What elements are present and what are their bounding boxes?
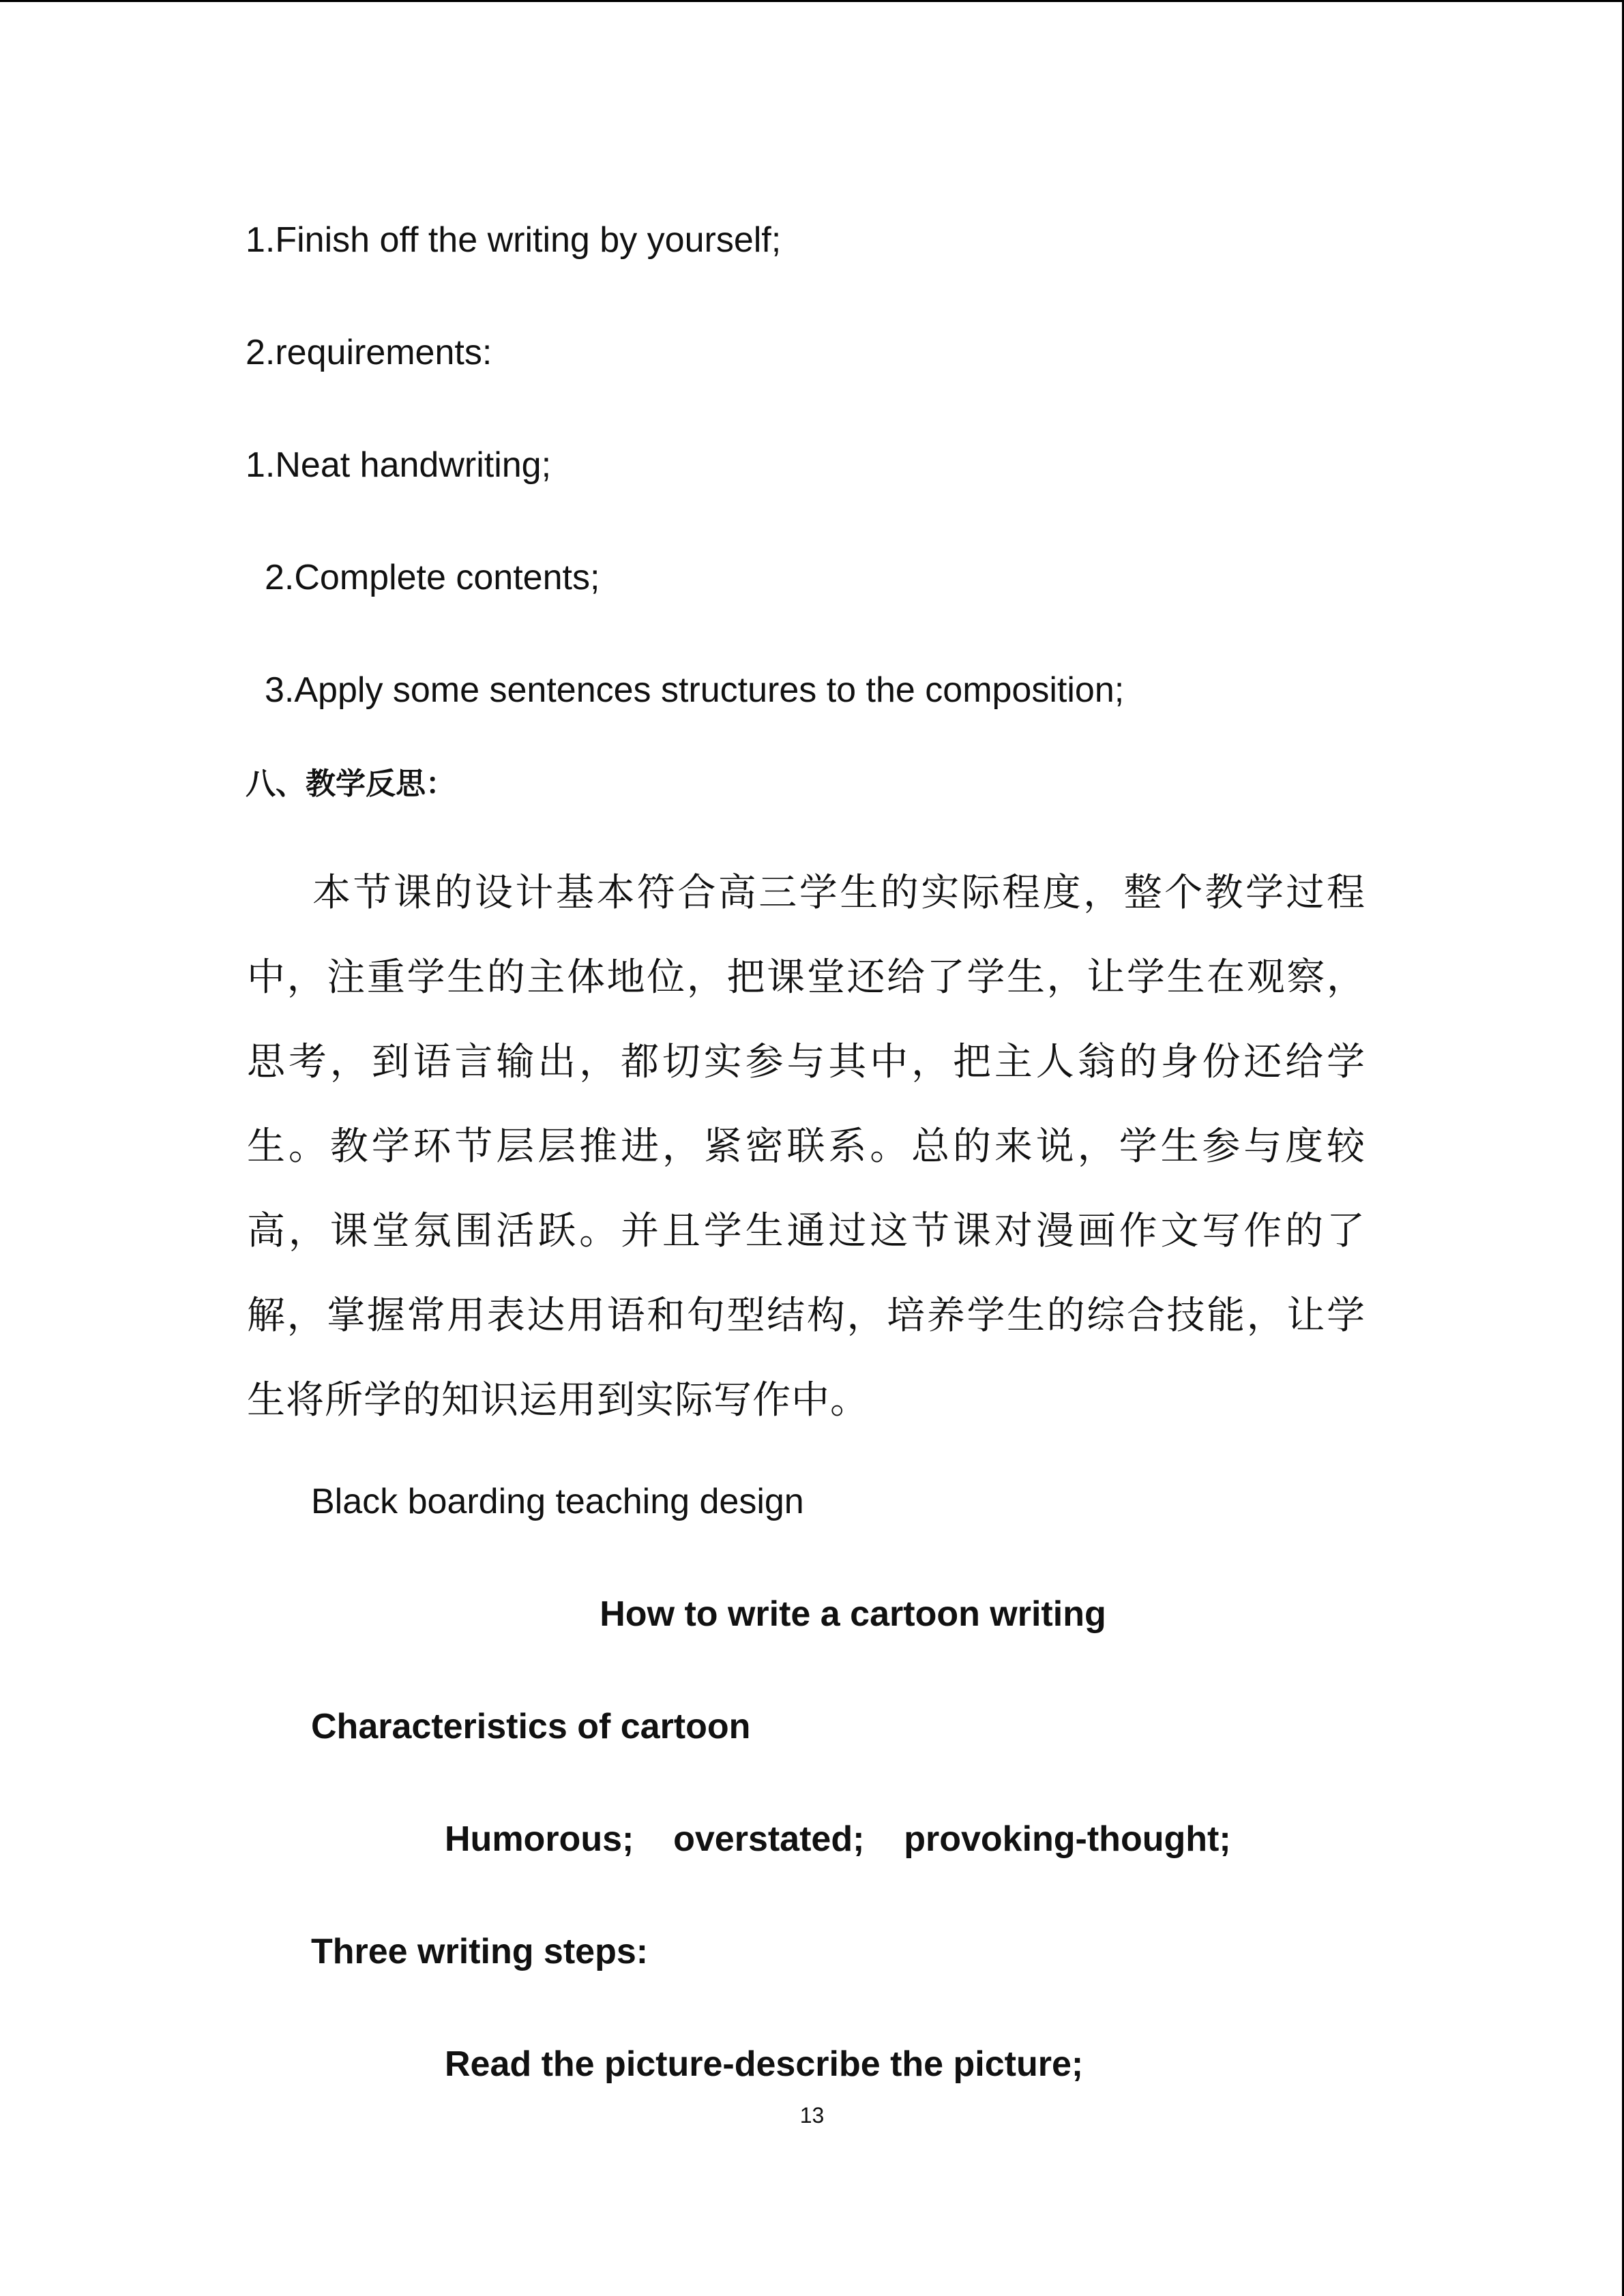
homework-line-finish: 1.Finish off the writing by yourself; [246,220,782,260]
page-top-border [0,0,1624,2]
blackboard-design-label: Black boarding teaching design [311,1482,804,1521]
section-heading-teaching-reflection: 八、教学反思： [246,766,456,801]
characteristics-list: Humorous; overstated; provoking-thought; [445,1819,1231,1859]
homework-line-requirements: 2.requirements: [246,333,492,372]
requirement-neat-handwriting: 1.Neat handwriting; [246,445,552,485]
characteristics-heading: Characteristics of cartoon [311,1707,751,1746]
page-number: 13 [799,2103,825,2128]
requirement-complete-contents: 2.Complete contents; [265,558,600,597]
writing-steps-heading: Three writing steps: [311,1932,649,1971]
teaching-reflection-paragraph: 本节课的设计基本符合高三学生的实际程度，整个教学过程中，注重学生的主体地位，把课堂还给了学生，让学生在观察，思考，到语言输出，都切实参与其中，把主人翁的身份还给学生。教学环节层层推进，紧密联系。总的来说，学生参与度较高，课堂氛围活跃。并且学生通过这节课对漫画作文写作的了解，掌握常用表达用语和句型结构，培养学生的综合技能，让学生将所学的知识运用到实际写作中。 [247,871,1365,1422]
writing-step-1: Read the picture-describe the picture; [445,2044,1084,2084]
requirement-apply-structures: 3.Apply some sentences structures to the composition; [265,670,1125,710]
blackboard-title: How to write a cartoon writing [600,1594,1106,1634]
